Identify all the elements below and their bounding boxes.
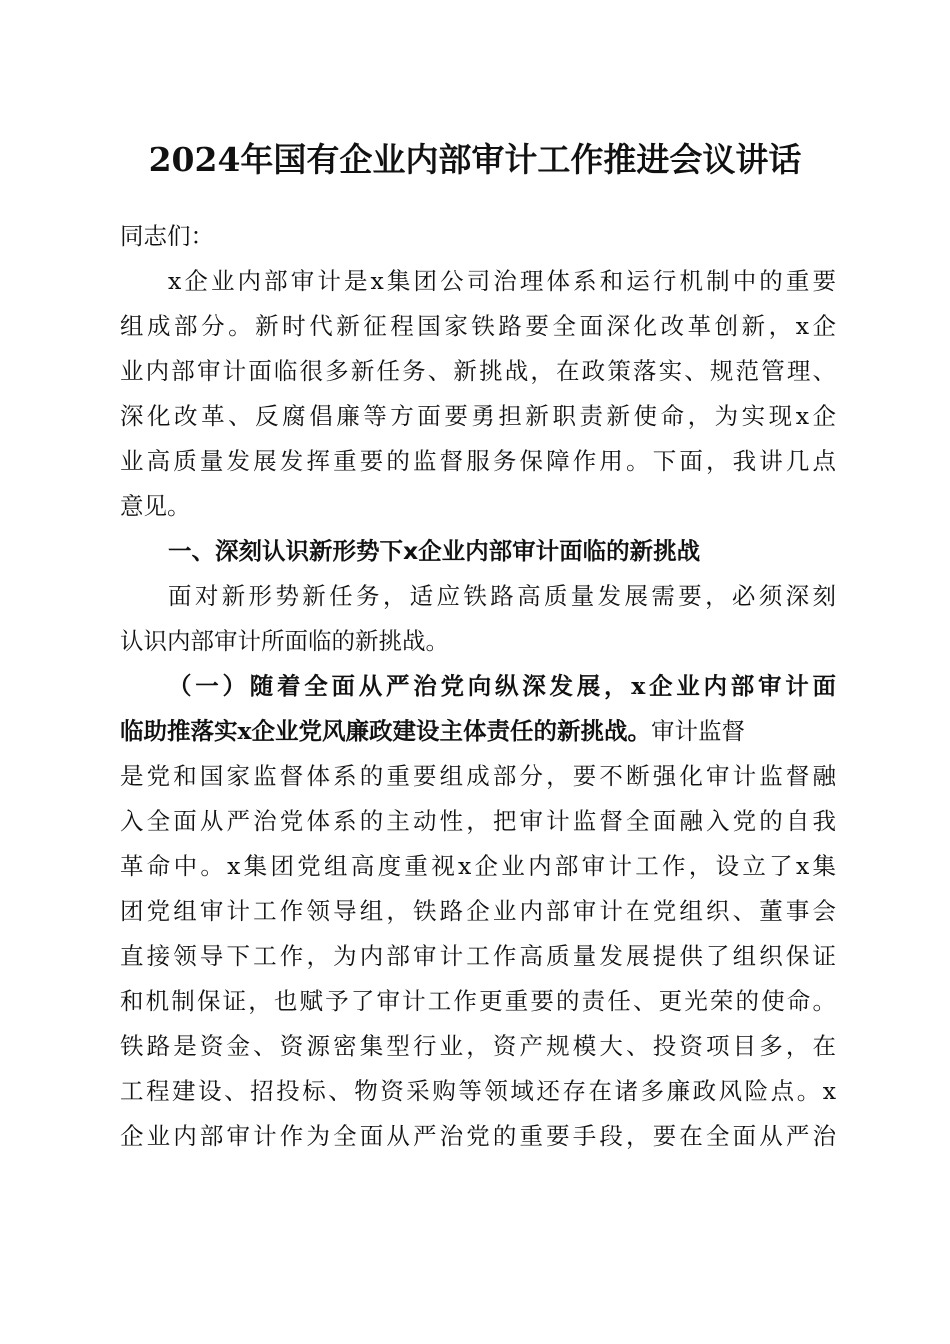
paragraph-fragment: 审计监督 [651,717,746,745]
paragraph-line: 和机制保证，也赋予了审计工作更重要的责任、更光荣的使命。 [120,987,836,1015]
paragraph-line: 铁路是资金、资源密集型行业，资产规模大、投资项目多，在 [120,1032,836,1060]
paragraph-line: 业高质量发展发挥重要的监督服务保障作用。下面，我讲几点 [120,447,836,475]
paragraph-line: 团党组审计工作领导组，铁路企业内部审计在党组织、董事会 [120,897,836,925]
paragraph-line: 认识内部审计所面临的新挑战。 [120,627,449,655]
paragraph-line: 面对新形势新任务，适应铁路高质量发展需要，必须深刻 [168,582,836,610]
subsection-heading-continued [120,709,836,754]
paragraph-line: 工程建设、招投标、物资采购等领域还存在诸多廉政风险点。x [120,1077,836,1105]
paragraph-line: 组成部分。新时代新征程国家铁路要全面深化改革创新，x企 [120,312,836,340]
document-body [120,214,836,1159]
paragraph-line: 业内部审计面临很多新任务、新挑战，在政策落实、规范管理、 [120,357,836,385]
subsection-heading: （一）随着全面从严治党向纵深发展，x企业内部审计面 [168,672,836,700]
paragraph-line: 直接领导下工作，为内部审计工作高质量发展提供了组织保证 [120,942,836,970]
section-heading: 一、深刻认识新形势下x企业内部审计面临的新挑战 [168,537,701,565]
paragraph-line: 革命中。x集团党组高度重视x企业内部审计工作，设立了x集 [120,852,836,880]
paragraph-line: 意见。 [120,492,191,520]
paragraph-line: 企业内部审计作为全面从严治党的重要手段，要在全面从严治 [120,1122,836,1150]
paragraph-line: 入全面从严治党体系的主动性，把审计监督全面融入党的自我 [120,807,836,835]
salutation: 同志们： [120,222,214,250]
document-title: 2024年国有企业内部审计工作推进会议讲话 [148,140,802,179]
subsection-heading-tail: 临助推落实x企业党风廉政建设主体责任的新挑战。 [120,717,652,745]
paragraph-line: 是党和国家监督体系的重要组成部分，要不断强化审计监督融 [120,762,836,790]
paragraph-line: x企业内部审计是x集团公司治理体系和运行机制中的重要 [168,267,836,295]
paragraph-line: 深化改革、反腐倡廉等方面要勇担新职责新使命，为实现x企 [120,402,836,430]
